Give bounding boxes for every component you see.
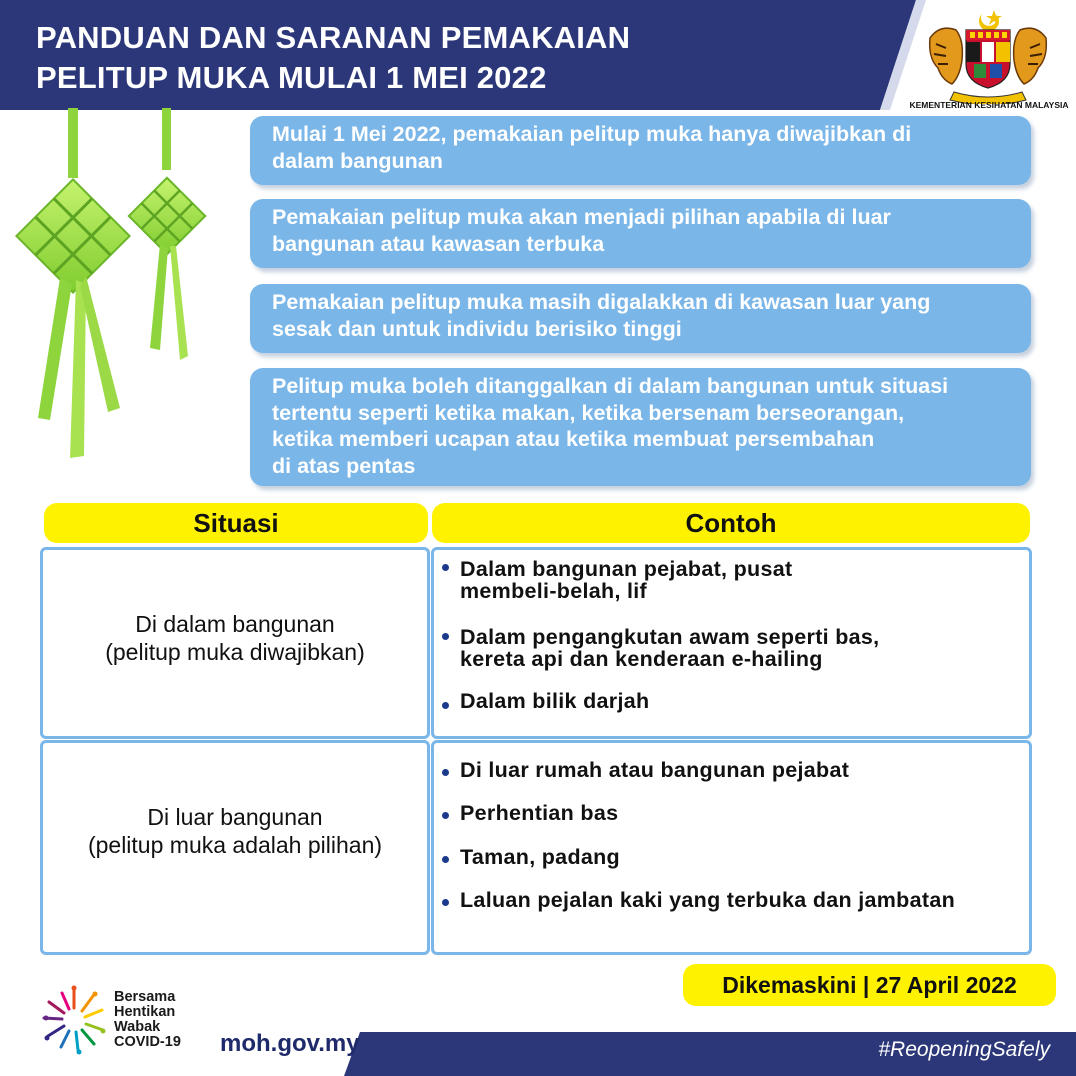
situasi-outdoor-line-2: (pelitup muka adalah pilihan): [87, 832, 383, 858]
bullet-dot-icon: [442, 769, 449, 776]
bullet-dot-icon: [442, 564, 449, 571]
info-pill-4: [250, 368, 1031, 486]
malaysia-coat-of-arms-icon: [924, 8, 1052, 104]
title-line-1: PANDUAN DAN SARANAN PEMAKAIAN: [36, 20, 631, 55]
list-item-line: Laluan pejalan kaki yang terbuka dan jambatan: [460, 888, 956, 912]
list-item-line: Dalam bilik darjah: [460, 689, 650, 713]
info-pill-1-line-2: dalam bangunan: [272, 149, 443, 173]
list-item-line: kereta api dan kenderaan e-hailing: [460, 647, 823, 671]
info-pill-3: [250, 284, 1031, 353]
list-item: [460, 690, 649, 712]
hashtag: #ReopeningSafely: [878, 1038, 1050, 1061]
ministry-name: KEMENTERIAN KESIHATAN MALAYSIA: [909, 100, 1069, 110]
info-pill-4-line-3: ketika memberi ucapan atau ketika membuat persembahan: [272, 427, 875, 451]
situasi-outdoor-line-1: Di luar bangunan: [147, 804, 323, 830]
bullet-dot-icon: [442, 899, 449, 906]
bullet-dot-icon: [442, 856, 449, 863]
info-pill-4-line-1: Pelitup muka boleh ditanggalkan di dalam bangunan untuk situasi: [272, 374, 949, 398]
info-pill-4-line-2: tertentu seperti ketika makan, ketika bersenam berseorangan,: [272, 400, 905, 425]
covid-campaign-text: [114, 990, 181, 1050]
updated-date-badge: Dikemaskini | 27 April 2022: [683, 964, 1056, 1006]
campaign-line-1: Bersama: [114, 989, 176, 1005]
covid-campaign-logo-icon: [38, 984, 110, 1056]
situasi-indoor-line-2: (pelitup muka diwajibkan): [105, 639, 365, 665]
info-pill-2: [250, 199, 1031, 268]
title-line-2: PELITUP MUKA MULAI 1 MEI 2022: [36, 60, 547, 95]
info-pill-2-line-2: bangunan atau kawasan terbuka: [272, 232, 605, 256]
info-pill-2-line-1: Pemakaian pelitup muka akan menjadi pilihan apabila di luar: [272, 205, 891, 229]
list-item-line: Dalam bangunan pejabat, pusat: [460, 557, 793, 581]
info-pill-4-line-4: di atas pentas: [272, 453, 416, 478]
list-item: [460, 626, 879, 670]
campaign-line-2: Hentikan: [114, 1004, 176, 1020]
table-header-contoh: Contoh: [432, 503, 1030, 543]
situasi-indoor-line-1: Di dalam bangunan: [135, 611, 335, 637]
info-pill-1: [250, 116, 1031, 185]
list-item: [460, 846, 620, 868]
page-title: [36, 18, 836, 98]
bullet-dot-icon: [442, 812, 449, 819]
website-link[interactable]: moh.gov.my: [220, 1030, 360, 1057]
bullet-dot-icon: [442, 702, 449, 709]
situasi-cell-outdoor: [40, 740, 430, 955]
list-item-line: Taman, padang: [460, 845, 620, 869]
info-pill-3-line-2: sesak dan untuk individu berisiko tinggi: [272, 317, 682, 341]
campaign-line-4: COVID-19: [114, 1034, 181, 1050]
list-item: [460, 558, 792, 602]
table-header-situasi: Situasi: [44, 503, 428, 543]
list-item: [460, 889, 955, 911]
ketupat-decoration-icon: [10, 108, 220, 468]
list-item: [460, 759, 849, 781]
header-banner: [0, 0, 1076, 110]
situasi-cell-indoor: [40, 547, 430, 739]
list-item-line: Dalam pengangkutan awam seperti bas,: [460, 625, 880, 649]
bullet-dot-icon: [442, 633, 449, 640]
list-item: [460, 802, 618, 824]
contoh-cell-outdoor: [431, 740, 1032, 955]
info-pill-3-line-1: Pemakaian pelitup muka masih digalakkan di kawasan luar yang: [272, 290, 931, 314]
list-item-line: membeli-belah, lif: [460, 579, 647, 603]
campaign-line-3: Wabak: [114, 1019, 161, 1035]
list-item-line: Perhentian bas: [460, 801, 619, 825]
info-pill-1-line-1: Mulai 1 Mei 2022, pemakaian pelitup muka hanya diwajibkan di: [272, 122, 912, 146]
list-item-line: Di luar rumah atau bangunan pejabat: [460, 758, 850, 782]
contoh-cell-indoor: [431, 547, 1032, 739]
